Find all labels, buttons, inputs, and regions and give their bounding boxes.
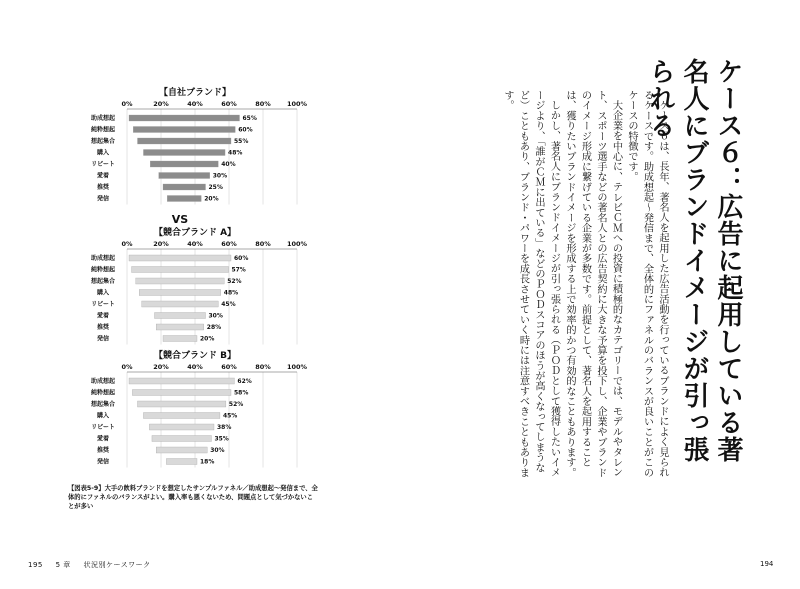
- category-label: 推奨: [96, 447, 110, 455]
- chart-plot: [70, 88, 330, 208]
- funnel-bar: [133, 127, 235, 133]
- funnel-bar: [132, 267, 229, 273]
- category-label: 愛着: [96, 435, 110, 443]
- value-label: 30%: [208, 312, 223, 320]
- body-text: [480, 90, 670, 486]
- x-tick-label: 20%: [153, 100, 169, 108]
- footer-left: [28, 560, 161, 570]
- value-label: 20%: [204, 195, 219, 203]
- chart-plot: [70, 228, 330, 348]
- funnel-bar: [166, 459, 197, 465]
- x-tick-label: 100%: [286, 100, 308, 108]
- funnel-bar: [167, 196, 201, 202]
- category-label: 助成想起: [90, 255, 116, 263]
- x-tick-label: 40%: [187, 100, 203, 108]
- category-label: 助成想起: [90, 115, 116, 123]
- funnel-bar: [136, 278, 224, 284]
- chart-title: 【競合ブランド A】: [153, 228, 237, 238]
- value-label: 52%: [227, 278, 242, 286]
- body-paragraph: 大企業を中心に、テレビＣＭへの投資に積極的なカテゴリーでは、モデルやタレント、スポーツ選手などの著名人との広告契約に大きな予算を投下し、企業やブランドのイメージ形成に繋げている企業が多数です。前提として、著名人を起用することは、獲りたいブランドイメージを形成する上で効率的かつ有効的なこともあります。: [564, 90, 622, 478]
- x-tick-label: 0%: [121, 363, 133, 371]
- vs-label: VS: [171, 213, 189, 226]
- x-tick-label: 20%: [153, 240, 169, 248]
- value-label: 58%: [234, 389, 249, 397]
- category-label: 純粋想起: [90, 266, 116, 274]
- x-tick-label: 80%: [255, 240, 271, 248]
- x-tick-label: 80%: [255, 363, 271, 371]
- category-label: 購入: [96, 289, 110, 297]
- x-tick-label: 60%: [221, 240, 237, 248]
- x-tick-label: 80%: [255, 100, 271, 108]
- value-label: 45%: [221, 301, 236, 309]
- chapter-name: 状況別ケースワーク: [83, 561, 151, 569]
- chapter-heading: ケース６：広告に起用している著名人にブランドイメージが引っ張られる: [645, 58, 743, 463]
- category-label: 発信: [96, 458, 110, 466]
- chapter-number: 5 章: [55, 561, 71, 569]
- value-label: 55%: [234, 138, 249, 146]
- funnel-bar: [163, 184, 206, 190]
- funnel-chart-own-brand: [70, 88, 330, 208]
- category-label: 想起集合: [90, 278, 116, 286]
- funnel-bar: [156, 447, 207, 453]
- value-label: 35%: [214, 435, 229, 443]
- value-label: 57%: [231, 266, 246, 274]
- value-label: 48%: [228, 149, 243, 157]
- x-tick-label: 100%: [286, 363, 308, 371]
- page-number-left: 195: [28, 561, 43, 569]
- funnel-bar: [143, 413, 220, 419]
- funnel-bar: [132, 390, 231, 396]
- value-label: 52%: [228, 401, 244, 409]
- value-label: 60%: [234, 255, 249, 263]
- category-label: 愛着: [96, 172, 110, 180]
- chart-title: 【自社ブランド】: [158, 88, 231, 98]
- value-label: 38%: [217, 424, 232, 432]
- funnel-bar: [139, 290, 221, 296]
- category-label: 購入: [96, 149, 110, 157]
- value-label: 18%: [200, 458, 215, 466]
- page-number-right: 194: [760, 560, 774, 568]
- x-tick-label: 40%: [187, 240, 203, 248]
- value-label: 20%: [200, 335, 215, 343]
- value-label: 65%: [242, 115, 257, 123]
- body-paragraph: しかし、著名人にブランドイメージが引っ張られる（ＰＯＤとして獲得したいイメージより、「誰がＣＭに出ている」などのＰＯＤスコアのほうが高くなってしまうなど）こともあり、ブランド・パワーを成長させていく時には注意すべきこともあります。: [502, 90, 560, 478]
- value-label: 30%: [212, 172, 228, 180]
- x-tick-label: 100%: [286, 240, 308, 248]
- category-label: 純粋想起: [90, 126, 116, 134]
- category-label: 推奨: [96, 324, 110, 332]
- funnel-bar: [152, 436, 212, 442]
- funnel-chart-competitor-a: [70, 228, 330, 348]
- category-label: 推奨: [96, 184, 110, 192]
- funnel-chart-competitor-b: [70, 351, 330, 475]
- funnel-bar: [149, 424, 214, 430]
- category-label: 発信: [96, 335, 110, 343]
- funnel-bar: [142, 301, 219, 307]
- category-label: 想起集合: [90, 138, 116, 146]
- value-label: 48%: [223, 289, 239, 297]
- category-label: リピート: [91, 161, 115, 169]
- category-label: リピート: [91, 424, 115, 432]
- value-label: 45%: [222, 412, 238, 420]
- funnel-bar: [155, 313, 206, 319]
- category-label: 助成想起: [90, 378, 116, 386]
- value-label: 28%: [206, 324, 222, 332]
- category-label: リピート: [91, 301, 115, 309]
- funnel-bar: [129, 378, 234, 384]
- figure-caption: 【図表5-9】大手の飲料ブランドを想定したサンプルファネル／助成想起〜発信まで、全体的にファネルのバランスがよい。購入率も悪くないため、問題点として気づかないことが多い: [68, 485, 318, 510]
- x-tick-label: 0%: [121, 100, 133, 108]
- category-label: 発信: [96, 195, 110, 203]
- value-label: 30%: [210, 447, 225, 455]
- x-tick-label: 0%: [121, 240, 133, 248]
- funnel-bar: [138, 138, 232, 144]
- body-paragraph: ケース６は、長年、著名人を起用した広告活動を行っているブランドによく見られるケースです。助成想起〜発信まで、全体的にファネルのバランスが良いことがこのケースの特徴です。: [626, 90, 668, 478]
- category-label: 想起集合: [90, 401, 116, 409]
- category-label: 純粋想起: [90, 389, 116, 397]
- funnel-bar: [163, 336, 197, 342]
- chart-title: 【競合ブランド B】: [154, 351, 236, 361]
- value-label: 62%: [237, 378, 252, 386]
- funnel-bar: [129, 115, 240, 121]
- x-tick-label: 20%: [153, 363, 169, 371]
- x-tick-label: 60%: [221, 363, 237, 371]
- funnel-bar: [159, 173, 210, 179]
- funnel-bar: [129, 255, 231, 261]
- x-tick-label: 60%: [221, 100, 237, 108]
- x-tick-label: 40%: [187, 363, 203, 371]
- funnel-bar: [156, 324, 204, 330]
- funnel-bar: [138, 401, 226, 407]
- category-label: 購入: [96, 412, 110, 420]
- value-label: 60%: [238, 126, 253, 134]
- funnel-bar: [143, 150, 225, 156]
- value-label: 25%: [208, 184, 223, 192]
- category-label: 愛着: [96, 312, 110, 320]
- funnel-bar: [150, 161, 218, 167]
- chart-plot: [70, 351, 330, 475]
- value-label: 40%: [221, 161, 236, 169]
